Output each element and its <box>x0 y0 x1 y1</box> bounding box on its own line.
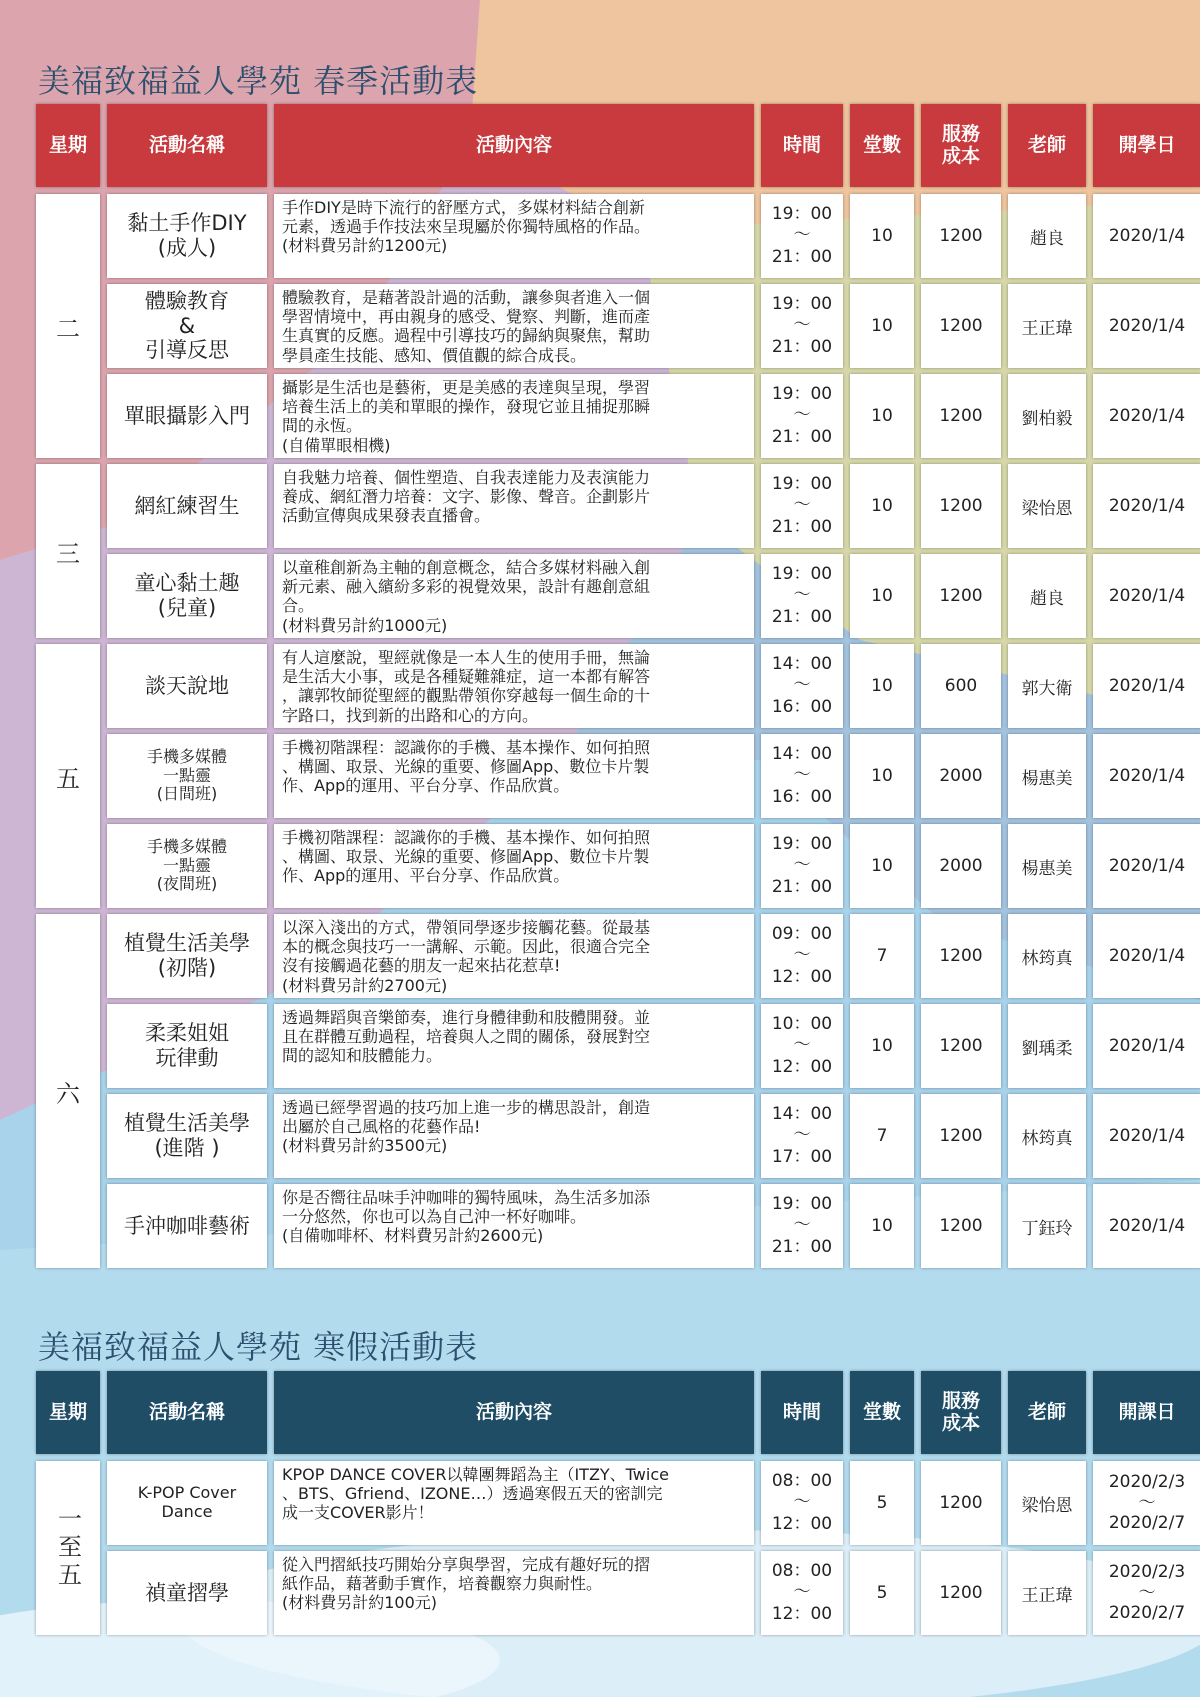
teacher-cell: 楊惠美 <box>1008 824 1086 908</box>
time-cell: 14：00 ～ 16：00 <box>761 644 843 728</box>
header-teacher: 老師 <box>1008 104 1086 187</box>
header-weekday: 星期 <box>36 104 100 187</box>
teacher-cell: 林筠真 <box>1008 1094 1086 1178</box>
start-date-cell: 2020/1/4 <box>1093 734 1200 818</box>
teacher-cell: 梁怡恩 <box>1008 464 1086 548</box>
header-weekday: 星期 <box>36 1371 100 1454</box>
activity-content-cell: 透過已經學習過的技巧加上進一步的構思設計，創造 出屬於自己風格的花藝作品! (材料費另計約3500元) <box>274 1094 754 1178</box>
sessions-cell: 10 <box>850 194 914 278</box>
time-cell: 19：00 ～ 21：00 <box>761 374 843 458</box>
activity-content-cell: 自我魅力培養、個性塑造、自我表達能力及表演能力 養成、網紅潛力培養：文字、影像、聲音。企劃影片 活動宣傳與成果發表直播會。 <box>274 464 754 548</box>
sessions-cell: 7 <box>850 1094 914 1178</box>
weekday-cell: 二 <box>36 194 100 458</box>
teacher-cell: 王正瑋 <box>1008 1551 1086 1635</box>
header-activity-content: 活動內容 <box>274 1371 754 1454</box>
activity-content-cell: 攝影是生活也是藝術，更是美感的表達與呈現，學習 培養生活上的美和單眼的操作，發現它並且捕捉那瞬 間的永恆。 (自備單眼相機) <box>274 374 754 458</box>
sessions-cell: 10 <box>850 734 914 818</box>
sessions-cell: 10 <box>850 1004 914 1088</box>
cost-cell: 1200 <box>921 554 1001 638</box>
header-sessions: 堂數 <box>850 1371 914 1454</box>
start-date-cell: 2020/1/4 <box>1093 284 1200 368</box>
activity-content-cell: 從入門摺紙技巧開始分享與學習，完成有趣好玩的摺 紙作品，藉著動手實作，培養觀察力與耐性。 (材料費另計約100元) <box>274 1551 754 1635</box>
activity-name-cell: 黏土手作DIY (成人) <box>107 194 267 278</box>
teacher-cell: 梁怡恩 <box>1008 1461 1086 1545</box>
sessions-cell: 10 <box>850 464 914 548</box>
activity-content-cell: 有人這麼說，聖經就像是一本人生的使用手冊，無論 是生活大小事，或是各種疑難雜症，這一本都有解答 ，讓郭牧師從聖經的觀點帶領你穿越每一個生命的十 字路口，找到新的出路和心的方向。 <box>274 644 754 728</box>
activity-content-cell: 手作DIY是時下流行的舒壓方式，多媒材料結合創新 元素，透過手作技法來呈現屬於你獨特風格的作品。 (材料費另計約1200元) <box>274 194 754 278</box>
activity-name-cell: 手沖咖啡藝術 <box>107 1184 267 1268</box>
sessions-cell: 5 <box>850 1461 914 1545</box>
cost-cell: 1200 <box>921 284 1001 368</box>
start-date-cell: 2020/1/4 <box>1093 554 1200 638</box>
sessions-cell: 10 <box>850 284 914 368</box>
activity-name-cell: 禎童摺學 <box>107 1551 267 1635</box>
time-cell: 08：00 ～ 12：00 <box>761 1461 843 1545</box>
time-cell: 19：00 ～ 21：00 <box>761 464 843 548</box>
time-cell: 19：00 ～ 21：00 <box>761 824 843 908</box>
activity-name-cell: 植覺生活美學 (初階) <box>107 914 267 998</box>
start-date-cell: 2020/2/3 ～ 2020/2/7 <box>1093 1461 1200 1545</box>
activity-content-cell: 手機初階課程：認識你的手機、基本操作、如何拍照 、構圖、取景、光線的重要、修圖App、數位卡片製 作、App的運用、平台分享、作品欣賞。 <box>274 824 754 908</box>
teacher-cell: 趙良 <box>1008 554 1086 638</box>
teacher-cell: 劉柏毅 <box>1008 374 1086 458</box>
activity-content-cell: 手機初階課程：認識你的手機、基本操作、如何拍照 、構圖、取景、光線的重要、修圖App、數位卡片製 作、App的運用、平台分享、作品欣賞。 <box>274 734 754 818</box>
time-cell: 19：00 ～ 21：00 <box>761 554 843 638</box>
time-cell: 14：00 ～ 17：00 <box>761 1094 843 1178</box>
activity-content-cell: KPOP DANCE COVER以韓團舞蹈為主（ITZY、Twice 、BTS、Gfriend、IZONE…）透過寒假五天的密訓完 成一支COVER影片！ <box>274 1461 754 1545</box>
teacher-cell: 劉瑀柔 <box>1008 1004 1086 1088</box>
header-activity-content: 活動內容 <box>274 104 754 187</box>
activity-name-cell: 談天說地 <box>107 644 267 728</box>
activity-name-cell: K-POP Cover Dance <box>107 1461 267 1545</box>
sessions-cell: 5 <box>850 1551 914 1635</box>
start-date-cell: 2020/1/4 <box>1093 464 1200 548</box>
activity-content-cell: 以童稚創新為主軸的創意概念，結合多媒材料融入創 新元素、融入繽紛多彩的視覺效果，設計有趣創意組 合。 (材料費另計約1000元) <box>274 554 754 638</box>
sessions-cell: 10 <box>850 1184 914 1268</box>
activity-name-cell: 體驗教育 & 引導反思 <box>107 284 267 368</box>
cost-cell: 1200 <box>921 374 1001 458</box>
header-start-date: 開學日 <box>1093 104 1200 187</box>
time-cell: 14：00 ～ 16：00 <box>761 734 843 818</box>
time-cell: 09：00 ～ 12：00 <box>761 914 843 998</box>
activity-name-cell: 單眼攝影入門 <box>107 374 267 458</box>
sessions-cell: 7 <box>850 914 914 998</box>
start-date-cell: 2020/1/4 <box>1093 1004 1200 1088</box>
activity-name-cell: 手機多媒體 一點靈 (日間班) <box>107 734 267 818</box>
start-date-cell: 2020/1/4 <box>1093 194 1200 278</box>
start-date-cell: 2020/1/4 <box>1093 374 1200 458</box>
start-date-cell: 2020/1/4 <box>1093 914 1200 998</box>
header-activity-name: 活動名稱 <box>107 104 267 187</box>
weekday-cell: 三 <box>36 464 100 638</box>
teacher-cell: 郭大衛 <box>1008 644 1086 728</box>
activity-name-cell: 手機多媒體 一點靈 (夜間班) <box>107 824 267 908</box>
cost-cell: 1200 <box>921 1461 1001 1545</box>
header-time: 時間 <box>761 104 843 187</box>
header-activity-name: 活動名稱 <box>107 1371 267 1454</box>
winter-title: 美福致福益人學苑 寒假活動表 <box>38 1328 479 1366</box>
start-date-cell: 2020/2/3 ～ 2020/2/7 <box>1093 1551 1200 1635</box>
cost-cell: 2000 <box>921 824 1001 908</box>
header-cost: 服務 成本 <box>921 1371 1001 1454</box>
spring-title: 美福致福益人學苑 春季活動表 <box>38 62 479 100</box>
sessions-cell: 10 <box>850 644 914 728</box>
sessions-cell: 10 <box>850 374 914 458</box>
activity-name-cell: 網紅練習生 <box>107 464 267 548</box>
cost-cell: 1200 <box>921 194 1001 278</box>
time-cell: 19：00 ～ 21：00 <box>761 284 843 368</box>
cost-cell: 600 <box>921 644 1001 728</box>
header-sessions: 堂數 <box>850 104 914 187</box>
header-teacher: 老師 <box>1008 1371 1086 1454</box>
start-date-cell: 2020/1/4 <box>1093 644 1200 728</box>
sessions-cell: 10 <box>850 554 914 638</box>
teacher-cell: 趙良 <box>1008 194 1086 278</box>
activity-content-cell: 你是否嚮往品味手沖咖啡的獨特風味，為生活多加添 一分悠然，你也可以為自己沖一杯好咖啡。 (自備咖啡杯、材料費另計約2600元) <box>274 1184 754 1268</box>
cost-cell: 1200 <box>921 464 1001 548</box>
activity-name-cell: 童心黏土趣 (兒童) <box>107 554 267 638</box>
activity-content-cell: 以深入淺出的方式，帶領同學逐步接觸花藝。從最基 本的概念與技巧一一講解、示範。因此，很適合完全 沒有接觸過花藝的朋友一起來拈花惹草! (材料費另計約2700元) <box>274 914 754 998</box>
time-cell: 19：00 ～ 21：00 <box>761 194 843 278</box>
teacher-cell: 丁鈺玲 <box>1008 1184 1086 1268</box>
time-cell: 19：00 ～ 21：00 <box>761 1184 843 1268</box>
weekday-cell: 六 <box>36 914 100 1268</box>
activity-content-cell: 透過舞蹈與音樂節奏，進行身體律動和肢體開發。並 且在群體互動過程，培養與人之間的關係，發展對空 間的認知和肢體能力。 <box>274 1004 754 1088</box>
cost-cell: 1200 <box>921 1551 1001 1635</box>
sessions-cell: 10 <box>850 824 914 908</box>
activity-name-cell: 柔柔姐姐 玩律動 <box>107 1004 267 1088</box>
cost-cell: 2000 <box>921 734 1001 818</box>
header-start-date: 開課日 <box>1093 1371 1200 1454</box>
cost-cell: 1200 <box>921 1184 1001 1268</box>
time-cell: 10：00 ～ 12：00 <box>761 1004 843 1088</box>
activity-content-cell: 體驗教育，是藉著設計過的活動，讓參與者進入一個 學習情境中，再由親身的感受、覺察、判斷，進而產 生真實的反應。過程中引導技巧的歸納與聚焦，幫助 學員產生技能、感知、價值觀的綜合成長。 <box>274 284 754 368</box>
start-date-cell: 2020/1/4 <box>1093 1184 1200 1268</box>
header-time: 時間 <box>761 1371 843 1454</box>
time-cell: 08：00 ～ 12：00 <box>761 1551 843 1635</box>
cost-cell: 1200 <box>921 1004 1001 1088</box>
start-date-cell: 2020/1/4 <box>1093 1094 1200 1178</box>
weekday-cell: 五 <box>36 644 100 908</box>
activity-name-cell: 植覺生活美學 (進階 ) <box>107 1094 267 1178</box>
teacher-cell: 楊惠美 <box>1008 734 1086 818</box>
teacher-cell: 王正瑋 <box>1008 284 1086 368</box>
cost-cell: 1200 <box>921 914 1001 998</box>
start-date-cell: 2020/1/4 <box>1093 824 1200 908</box>
cost-cell: 1200 <box>921 1094 1001 1178</box>
header-cost: 服務 成本 <box>921 104 1001 187</box>
weekday-cell: 一至五 <box>36 1461 100 1635</box>
teacher-cell: 林筠真 <box>1008 914 1086 998</box>
